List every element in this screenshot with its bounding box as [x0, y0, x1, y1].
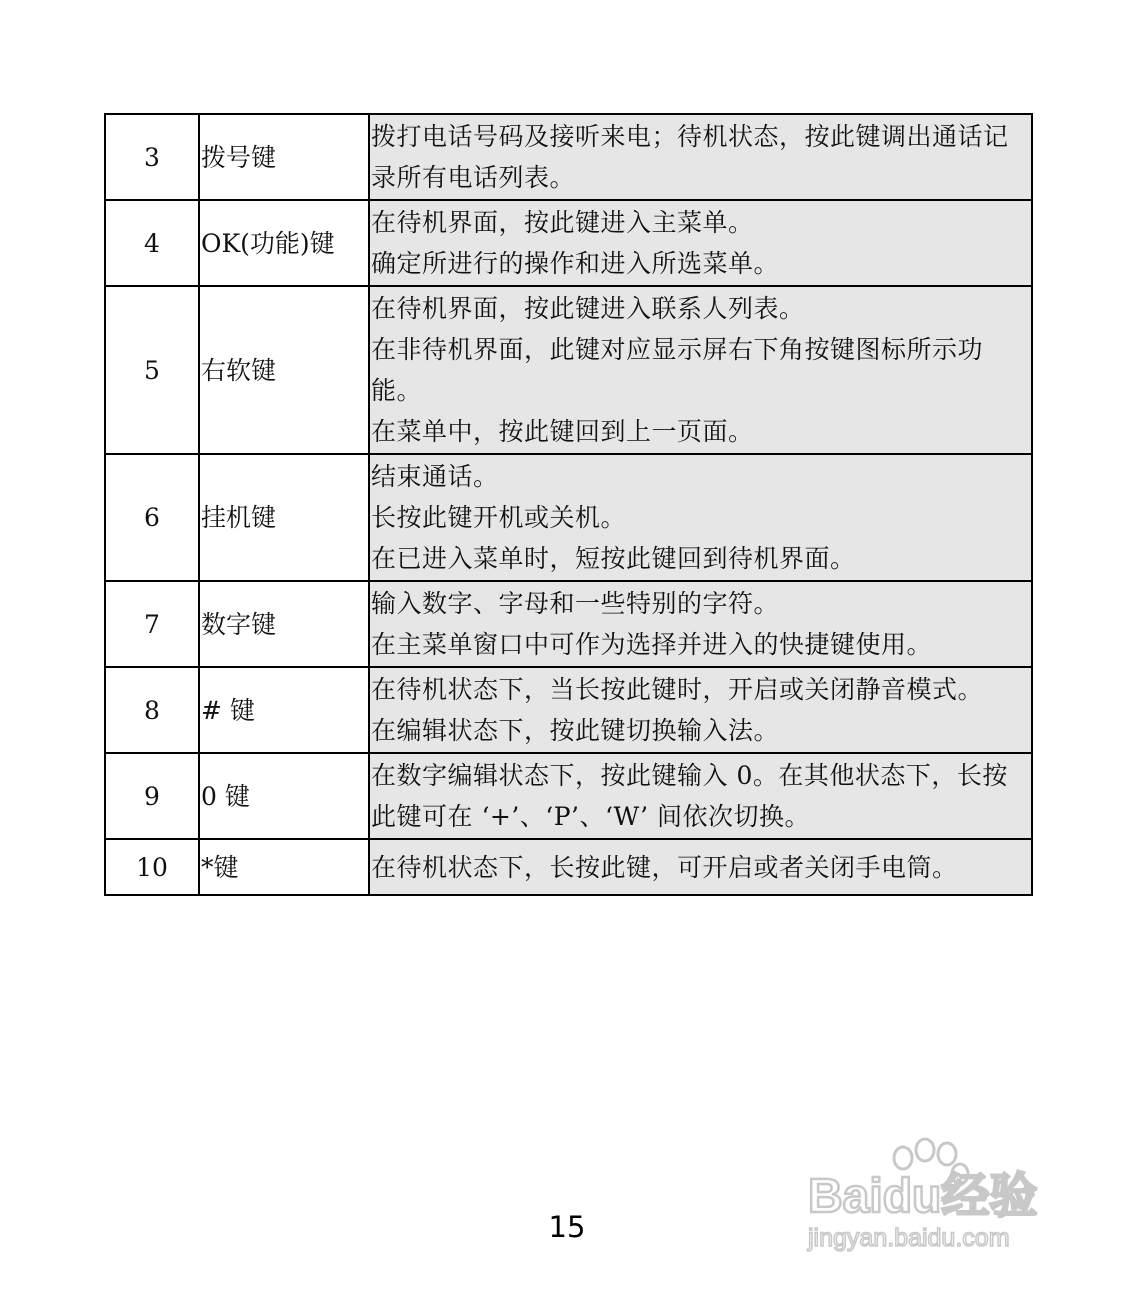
- key-description: [369, 753, 1032, 839]
- key-description: [369, 114, 1032, 200]
- description-line: 在数字编辑状态下，按此键输入 0。在其他状态下，长按此键可在 ‘+’、‘P’、‘W’ 间依次切换。: [371, 761, 1008, 831]
- description-line: 在待机界面，按此键进入主菜单。: [371, 208, 754, 237]
- key-number: 9: [105, 753, 199, 839]
- description-line: 在待机界面，按此键进入联系人列表。: [371, 294, 805, 323]
- key-description: [369, 839, 1032, 895]
- key-name: # 键: [199, 667, 369, 753]
- description-line: 长按此键开机或关机。: [371, 503, 627, 532]
- table-row: [105, 454, 1032, 581]
- key-description: [369, 286, 1032, 454]
- key-number: 5: [105, 286, 199, 454]
- table-row: [105, 753, 1032, 839]
- key-name: 右软键: [199, 286, 369, 454]
- key-name: *键: [199, 839, 369, 895]
- description-line: 在编辑状态下，按此键切换输入法。: [371, 716, 780, 745]
- key-number: 6: [105, 454, 199, 581]
- key-description: [369, 581, 1032, 667]
- description-line: 在非待机界面，此键对应显示屏右下角按键图标所示功能。: [371, 335, 984, 405]
- key-description: [369, 200, 1032, 286]
- description-line: 确定所进行的操作和进入所选菜单。: [371, 249, 780, 278]
- key-name: 0 键: [199, 753, 369, 839]
- key-number: 4: [105, 200, 199, 286]
- description-line: 在待机状态下，当长按此键时，开启或关闭静音模式。: [371, 675, 984, 704]
- key-name: 拨号键: [199, 114, 369, 200]
- key-description: [369, 454, 1032, 581]
- key-name: 数字键: [199, 581, 369, 667]
- description-line: 在已进入菜单时，短按此键回到待机界面。: [371, 544, 856, 573]
- key-number: 8: [105, 667, 199, 753]
- watermark-logo-text: Baidu经验: [808, 1170, 1038, 1223]
- description-line: 在主菜单窗口中可作为选择并进入的快捷键使用。: [371, 630, 933, 659]
- key-function-table: [104, 113, 1033, 896]
- key-number: 3: [105, 114, 199, 200]
- table-row: [105, 581, 1032, 667]
- key-name: 挂机键: [199, 454, 369, 581]
- key-name: OK(功能)键: [199, 200, 369, 286]
- description-line: 拨打电话号码及接听来电；待机状态，按此键调出通话记录所有电话列表。: [371, 122, 1009, 192]
- table-row: [105, 114, 1032, 200]
- table-row: [105, 839, 1032, 895]
- baidu-jingyan-watermark: [800, 1130, 1070, 1260]
- watermark-url-text: jingyan.baidu.com: [808, 1224, 1010, 1252]
- table-row: [105, 200, 1032, 286]
- key-description: [369, 667, 1032, 753]
- key-table-body: [105, 114, 1032, 895]
- description-line: 在菜单中，按此键回到上一页面。: [371, 417, 754, 446]
- key-number: 7: [105, 581, 199, 667]
- description-line: 结束通话。: [371, 462, 499, 491]
- key-number: 10: [105, 839, 199, 895]
- table-row: [105, 286, 1032, 454]
- description-line: 输入数字、字母和一些特别的字符。: [371, 589, 780, 618]
- description-line: 在待机状态下，长按此键，可开启或者关闭手电筒。: [371, 852, 958, 882]
- page-number: 15: [548, 1210, 586, 1244]
- table-row: [105, 667, 1032, 753]
